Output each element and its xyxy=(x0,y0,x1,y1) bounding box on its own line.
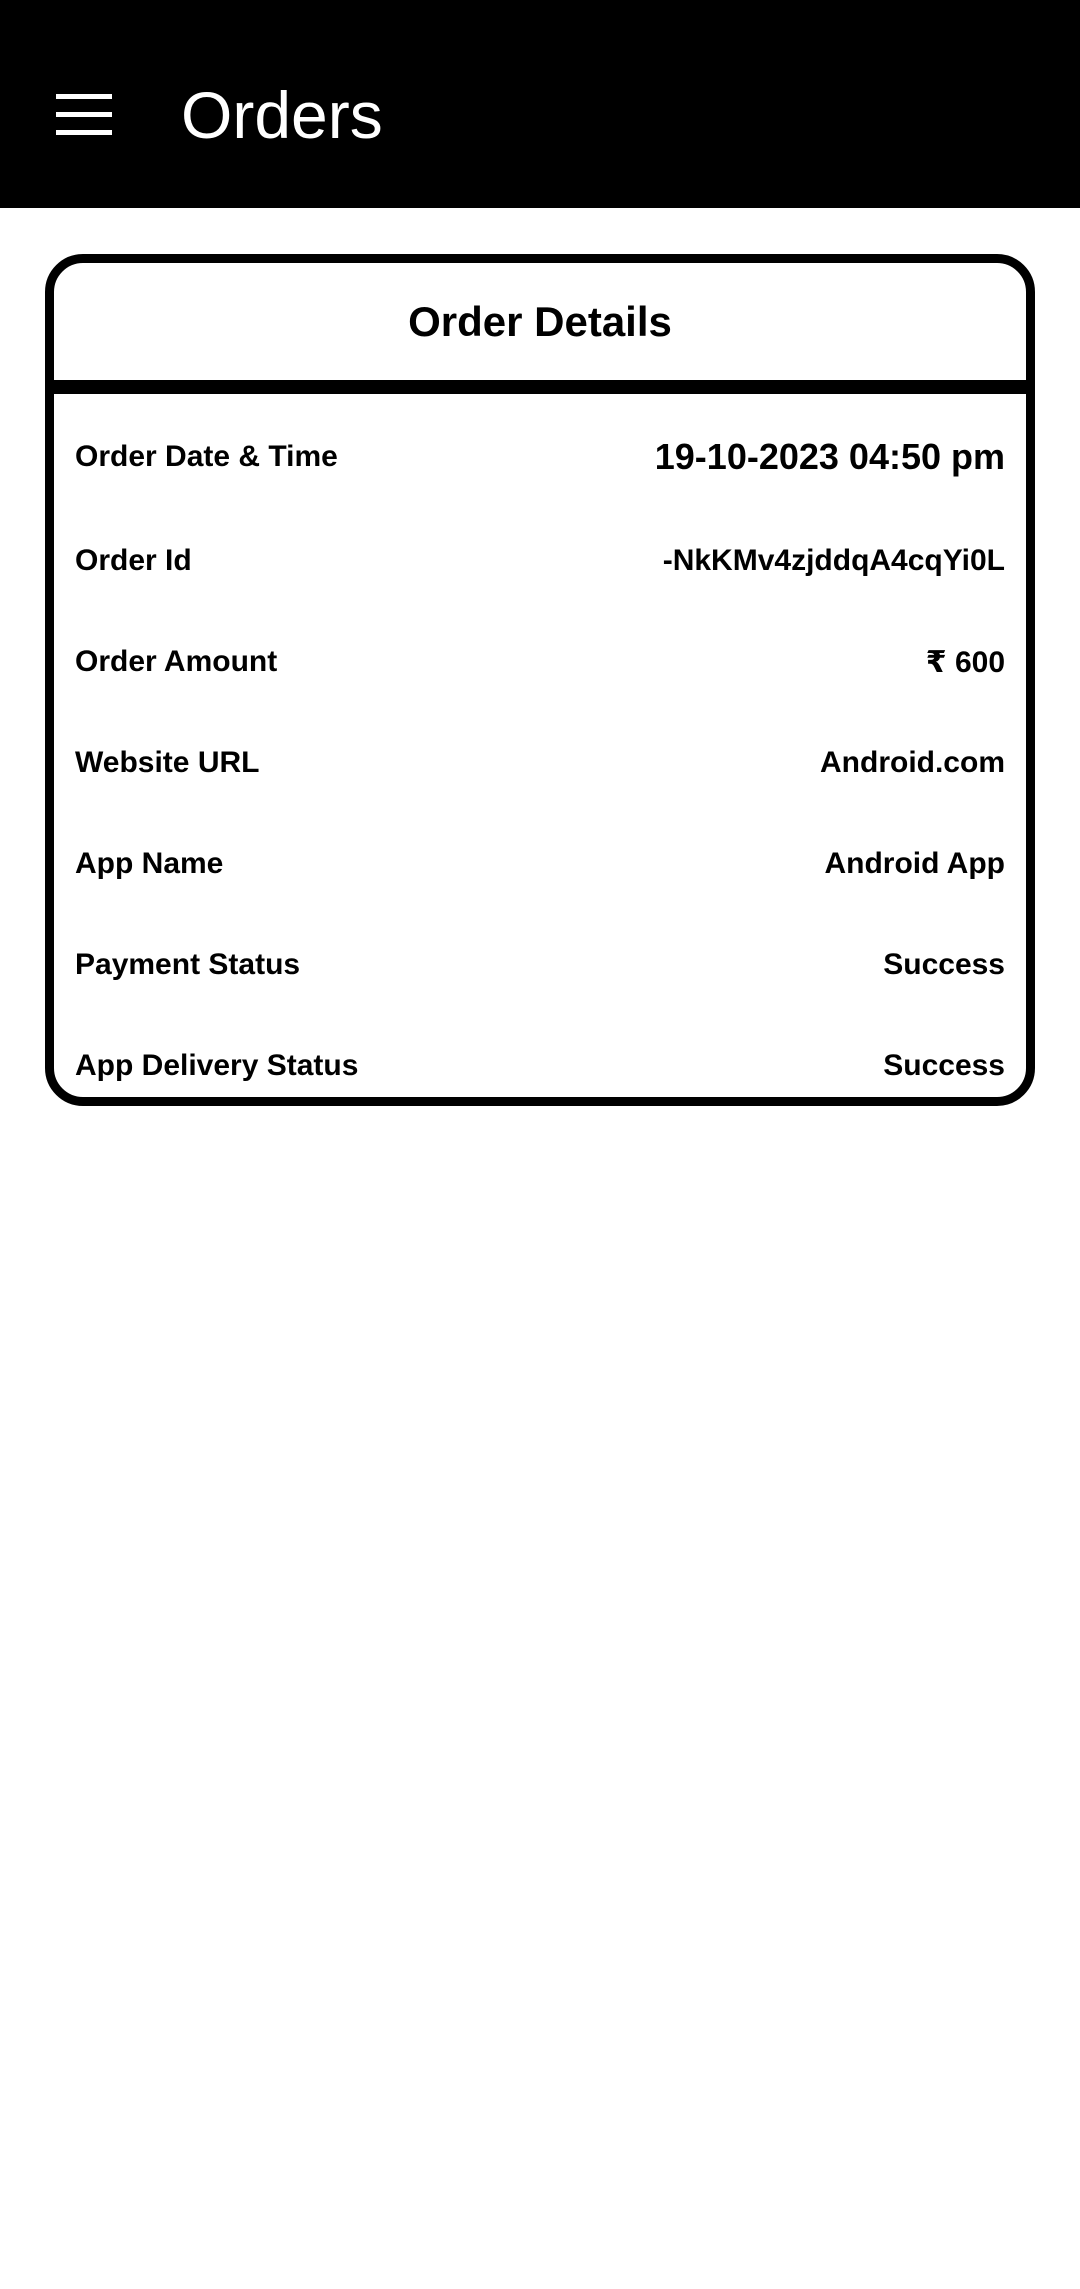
card-divider xyxy=(54,380,1026,394)
detail-row-app-delivery-status xyxy=(75,1036,1005,1096)
app-bar xyxy=(0,0,1080,208)
detail-row-app-name xyxy=(75,834,1005,894)
detail-label: Order Id xyxy=(75,544,192,577)
detail-value: 19-10-2023 04:50 pm xyxy=(654,436,1005,477)
menu-bar-line xyxy=(56,112,112,117)
detail-row-website-url xyxy=(75,733,1005,793)
detail-label: Payment Status xyxy=(75,948,301,981)
detail-label: Order Date & Time xyxy=(75,440,338,473)
detail-row-order-date xyxy=(75,427,1005,487)
detail-row-order-id xyxy=(75,531,1005,591)
detail-value: Android App xyxy=(824,847,1005,880)
detail-label: Order Amount xyxy=(75,645,278,678)
detail-value: Success xyxy=(883,1049,1005,1082)
detail-value: ₹ 600 xyxy=(925,645,1005,679)
card-title: Order Details xyxy=(408,297,672,345)
detail-value: -NkKMv4zjddqA4cqYi0L xyxy=(662,544,1005,577)
page-title: Orders xyxy=(181,78,383,152)
menu-bar-line xyxy=(56,130,112,135)
menu-bar-line xyxy=(56,94,112,99)
detail-row-payment-status xyxy=(75,935,1005,995)
detail-value: Success xyxy=(883,948,1005,981)
order-details-card xyxy=(45,254,1035,1106)
hamburger-menu-icon[interactable] xyxy=(32,62,136,166)
detail-label: Website URL xyxy=(75,746,260,779)
detail-label: App Name xyxy=(75,847,224,880)
detail-row-order-amount xyxy=(75,632,1005,692)
detail-value: Android.com xyxy=(820,746,1005,779)
detail-label: App Delivery Status xyxy=(75,1049,359,1082)
